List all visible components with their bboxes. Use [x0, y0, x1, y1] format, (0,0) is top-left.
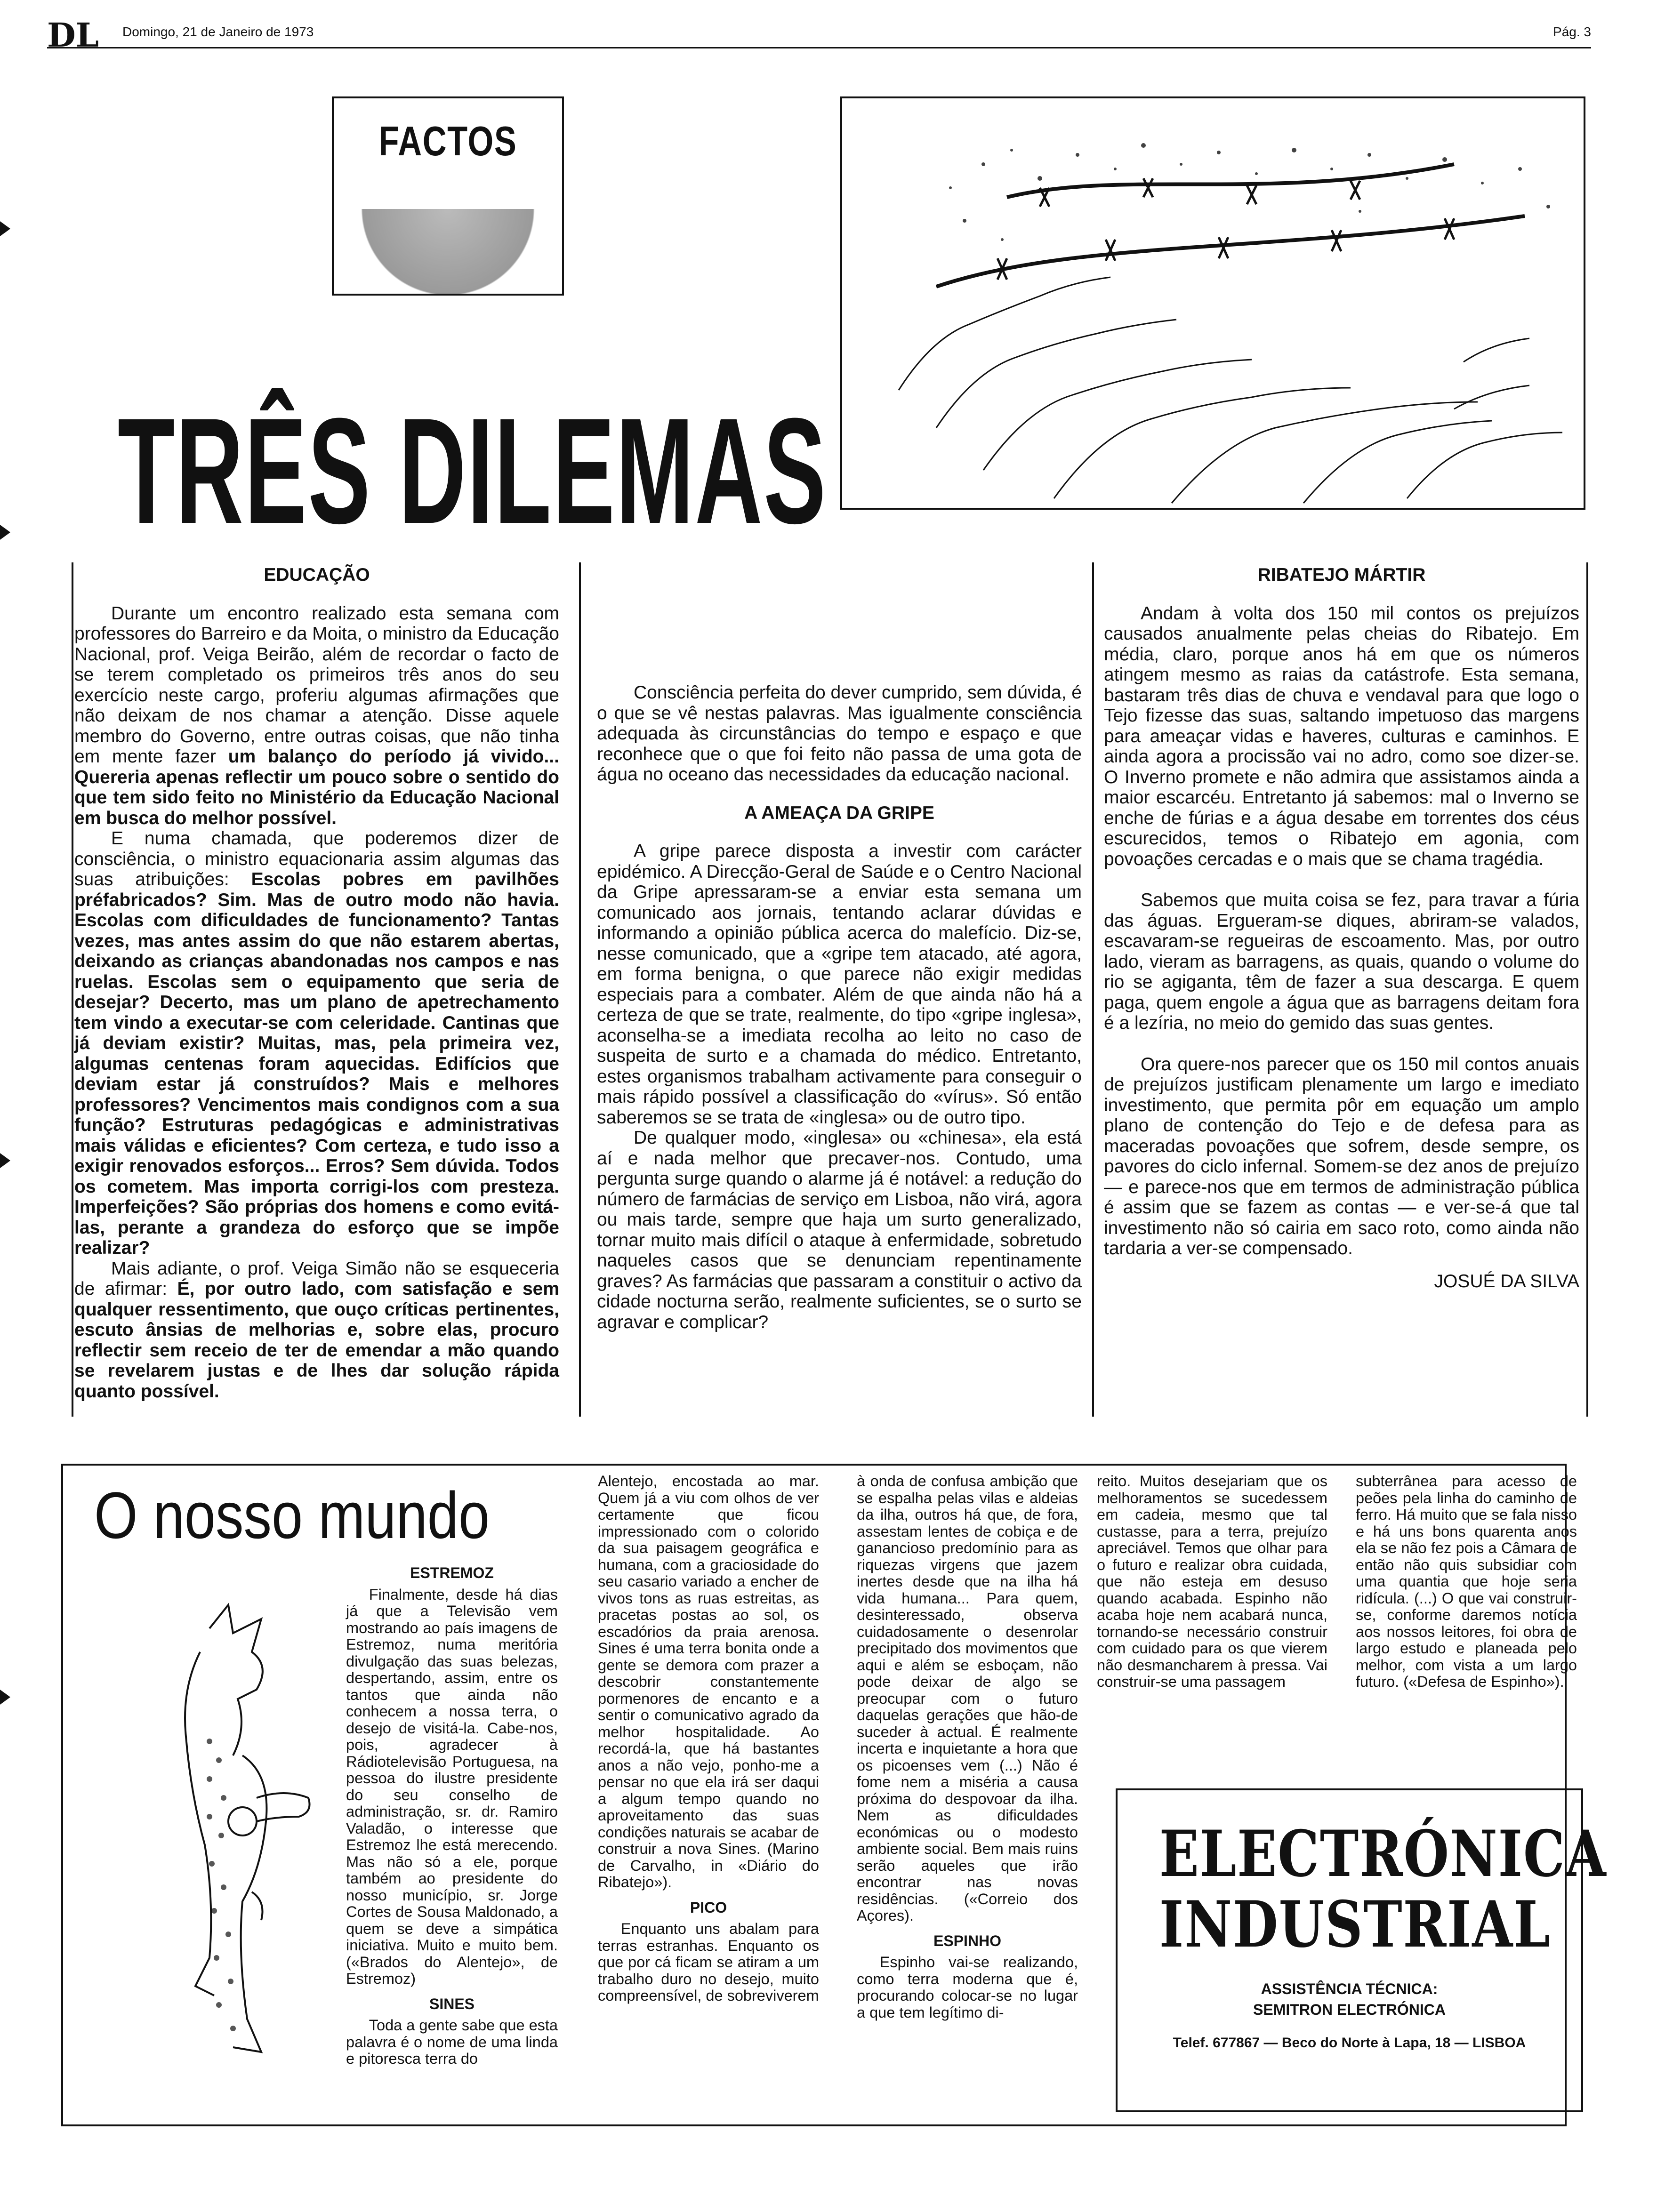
margin-arrow-icon: [0, 1690, 10, 1705]
barbed-wire-drawing: [842, 98, 1584, 508]
espinho-text-cont: reito. Muitos desejariam que os melhoramentos se sucedessem em cadeia, mesmo que tal custasse, para a terra, prejuízo apreciável. Temos que olhar para o futuro e realizar obra cuidada, que não esteja em desuso quando acabada. Espinho não acaba hoje nem acabará nunca, tornando-se necessário construir com cuidado para os que vierem não desmancharem à pressa. Vai construir-se uma passagem: [1097, 1473, 1327, 1690]
educacao-p1-text: Durante um encontro realizado esta semana com professores do Barreiro e da Moita, o ministro da Educação Nacional, prof. Veiga Beirão, além de recordar o facto de se terem completado os primeiros três anos do seu exercício neste cargo, proferiu algumas afirmações que não deixam de nos chamar a atenção. Disse aquele membro do Governo, entre outras coisas, que não tinha em mente fazer: [74, 603, 559, 767]
espinho-text-start: Espinho vai-se realizando, como terra moderna que é, procurando colocar-se no lugar a que tem legítimo di-: [857, 1954, 1078, 2021]
factos-emblem: [334, 209, 562, 294]
page-header: [47, 16, 1591, 55]
margin-arrow-icon: [0, 221, 10, 236]
gripe-paragraph-2: De qualquer modo, «inglesa» ou «chinesa», ela está aí e nada melhor que precaver-nos. Contudo, uma pergunta surge quando o alarme já é notável: a redução do número de farmácias de serviço em Lisboa, não virá, agora ou mais tarde, sempre que haja um surto generalizado, tornar muito mais difícil o ataque à enfermidade, sobretudo naqueles casos que se denunciam repentinamente graves? As farmácias que passaram a constituir o activo da cidade nocturna serão, realmente suficientes, se o surto se agravar e complicar?: [597, 1128, 1082, 1332]
ad-subtitle-2: SEMITRON ELECTRÓNICA: [1253, 2001, 1446, 2018]
barbed-wire-illustration: [840, 96, 1585, 510]
factos-label: FACTOS: [378, 118, 517, 164]
ad-title: [1159, 1816, 1607, 1962]
nosso-mundo-column-5: [1356, 1473, 1577, 1691]
educacao-p2-quote: Escolas pobres em pavilhões préfabricados? Sim. Mas de outro modo não havia. Escolas com dificuldades de funcionamento? Tantas vezes, mas antes assim do que não estarem abertas, deixando as crianças abandonadas nos campos e nas ruelas. Escolas sem o equipamento que seria de desejar? Decerto, mas um plano de apetrechamento tem vindo a executar-se com celeridade. Cantinas que já deviam existir? Muitas, mas, pela primeira vez, algumas centenas foram aquecidas. Edifícios que deviam estar já construídos? Mais e melhores professores? Vencimentos mais condignos com a sua função? Estruturas pedagógicas e administrativas mais válidas e eficientes? Com certeza, e tudo isso a exigir renovados esforços... Erros? Sem dúvida. Todos os cometem. Mas importa corrigi-los com presteza. Imperfeições? São próprias dos homens e como evitá-las, perante a grandeza do esforço que se impõe realizar?: [74, 869, 559, 1258]
educacao-paragraph-1: [74, 603, 559, 829]
educacao-paragraph-3: [74, 1258, 559, 1402]
nosso-mundo-column-1: [346, 1565, 558, 2068]
nosso-mundo-column-3: [857, 1473, 1078, 2021]
ad-title-line-2: INDUSTRIAL: [1159, 1887, 1551, 1962]
nosso-mundo-title: O nosso mundo: [94, 1478, 490, 1552]
margin-arrow-icon: [0, 1153, 10, 1168]
educacao-heading: EDUCAÇÃO: [264, 565, 370, 585]
educacao-paragraph-4: Consciência perfeita do dever cumprido, sem dúvida, é o que se vê nestas palavras. Mas igualmente consciência adequada às circunstâncias do tempo e espaço e que reconhece que o que foi feito não passa de uma gota de água no oceano das necessidades da educação nacional.: [597, 682, 1082, 785]
pico-text-start: Enquanto uns abalam para terras estranhas. Enquanto os que por cá ficam se atiram a um trabalho duro no desejo, muito compreensível, de sobreviverem: [598, 1920, 819, 2004]
column-rule: [72, 562, 73, 1417]
ribatejo-paragraph-2: Sabemos que muita coisa se fez, para travar a fúria das águas. Ergueram-se diques, abriram-se valados, escavaram-se regueiras de escoamento. Mas, por outro lado, vieram as barragens, as quais, quando o volume do rio se agiganta, têm de fazer a sua descarga. E quem paga, quem engole a água que as barragens deitam fora é a lezíria, no meio do gemido das suas gentes.: [1104, 890, 1579, 1033]
sines-heading: SINES: [429, 1995, 475, 2012]
educacao-p2-text: E numa chamada, que poderemos dizer de consciência, o ministro equacionaria assim algumas das suas atribuições:: [74, 828, 559, 890]
issue-date: Domingo, 21 de Janeiro de 1973: [122, 24, 314, 39]
estremoz-heading: ESTREMOZ: [410, 1564, 494, 1581]
espinho-heading: ESPINHO: [933, 1932, 1002, 1949]
pico-text-cont: à onda de confusa ambição que se espalha pelas vilas e aldeias da ilha, outros há que, de fora, assestam lentes de cobiça e de ganancioso predomínio para as riquezas virgens que jazem inertes desde que na ilha há vida humana... Para quem, desinteressado, observa cuidadosamente o desenrolar precipitado dos movimentos que aqui e além se esboçam, não pode deixar de algo se preocupar com o futuro daquelas gerações que hão-de suceder à actual. É realmente incerta e inquietante a hora que os picoenses vem (...) Não é fome nem a miséria a causa próxima do despovoar da ilha. Nem as dificuldades económicas ou o modesto ambiente social. Bem mais ruins serão aqueles que irão encontrar nas novas residências. («Correio dos Açores).: [857, 1473, 1078, 1924]
column-rule: [1586, 562, 1588, 1417]
column-rule: [1092, 562, 1094, 1417]
ribatejo-heading: RIBATEJO MÁRTIR: [1257, 565, 1426, 585]
ribatejo-signature: JOSUÉ DA SILVA: [1434, 1271, 1579, 1291]
pico-heading: PICO: [690, 1899, 727, 1916]
ad-subtitle-1: ASSISTÊNCIA TÉCNICA:: [1261, 1980, 1438, 1997]
gripe-paragraph-1: A gripe parece disposta a investir com carácter epidémico. A Direcção-Geral de Saúde e o Centro Nacional da Gripe apressaram-se a enviar esta semana um comunicado aos jornais, tentando aclarar dúvidas e informando a opinião pública acerca do malefício. Diz-se, nesse comunicado, que a «gripe tem atacado, até agora, em forma benigna, o que parece não exigir medidas especiais para a combater. Além de que ainda não há a certeza de que se trate, realmente, do tipo «gripe inglesa», aconselha-se a imediata recolha ao leito no caso de suspeita de surto e a chamada do médico. Entretanto, estes organismos trabalham activamente para conseguir o mais rápido possível a classificação do «vírus». Só então saberemos se se trata de «inglesa» ou de outro tipo.: [597, 841, 1082, 1128]
advertisement-electronica: [1116, 1788, 1607, 2112]
nosso-mundo-column-4: [1097, 1473, 1327, 1691]
ribatejo-paragraph-1: Andam à volta dos 150 mil contos os prejuízos causados anualmente pelas cheias do Ribatejo. Em média, claro, porque anos há em que os números atingem mesmo as raias da catástrofe. Esta semana, bastaram três dias de chuva e vendaval para que logo o Tejo fizesse das suas, saltando impetuoso das margens para ameaçar vidas e haveres, culturas e caminhos. E ainda agora a procissão vai no adro, como soe dizer-se. O Inverno promete e não admira que assistamos ainda a maior escarcéu. Entretanto já sabemos: mal o Inverno se enche de fúrias e a água desabe em torrentes dos céus escurecidos, temos o Ribatejo em agonia, com povoações cercadas e o mais que se chama tragédia.: [1104, 603, 1579, 869]
column-rule: [579, 562, 581, 1417]
espinho-text-end: subterrânea para acesso de peões pela linha do caminho de ferro. Há muito que se fala nisso e há uns bons quarenta anos ela se não fez pois a Câmara de então não quis subsidiar com uma quantia que hoje seria ridícula. (...) O que vai construir-se, conforme daremos notícia aos nossos leitores, foi obra de largo estudo e planeada pelo melhor, com vista a um largo futuro. («Defesa de Espinho»).: [1356, 1473, 1577, 1690]
gripe-heading: A AMEAÇA DA GRIPE: [744, 802, 934, 823]
article-ribatejo: [1104, 565, 1579, 1291]
article-educacao: [74, 565, 559, 1402]
estremoz-text: Finalmente, desde há dias já que a Televisão vem mostrando ao país imagens de Estremoz, numa meritória divulgação das suas belezas, despertando, assim, entre os tantos que ainda não conhecem a nossa terra, o desejo de visitá-la. Cabe-nos, pois, agradecer à Rádiotelevisão Portuguesa, na pessoa do ilustre presidente do seu conselho de administração, sr. dr. Ramiro Valadão, o interesse que Estremoz lhe está merecendo. Mas não só a ele, porque também ao presidente do nosso município, sr. Jorge Cortes de Sousa Maldonado, a quem se deve a simpática iniciativa. Muito e muito bem. («Brados do Alentejo», de Estremoz): [346, 1586, 558, 1987]
sines-text-cont: Alentejo, encostada ao mar. Quem já a viu com olhos de ver certamente que ficou impressionado com o colorido da sua paisagem geográfica e humana, com a graciosidade do seu casario variado a encher de vivos tons as ruas estreitas, as pracetas postas ao sol, os escadórios da praia arenosa. Sines é uma terra bonita onde a gente se demora com prazer a descobrir constantemente pormenores de encanto e a sentir o comunicativo agrado da melhor hospitalidade. Ao recordá-la, que há bastantes anos a não vejo, ponho-me a pensar no que ela irá ser daqui a algum tempo quando no aproveitamento das suas condições naturais se acabar de construir a nova Sines. (Marino de Carvalho, in «Diário do Ribatejo»).: [598, 1473, 819, 1891]
nosso-mundo-column-2: [598, 1473, 819, 2004]
factos-section-box: [332, 96, 564, 296]
article-gripe-column: [597, 565, 1082, 1332]
educacao-p3-text: Mais adiante, o prof. Veiga Simão não se esqueceria de afirmar:: [74, 1258, 559, 1299]
ad-title-line-1: ELECTRÓNICA: [1159, 1816, 1607, 1891]
main-headline: TRÊS DILEMAS: [118, 386, 827, 555]
ad-contact: Telef. 677867 — Beco do Norte à Lapa, 18 — LISBOA: [1173, 2035, 1526, 2051]
sines-text-start: Toda a gente sabe que esta palavra é o nome de uma linda e pitoresca terra do: [346, 2017, 558, 2067]
ad-subtitle: [1118, 1979, 1581, 2020]
educacao-p3-quote: É, por outro lado, com satisfação e sem qualquer ressentimento, que ouço críticas pertinentes, escuto ânsias de melhorias e, sobre elas, procuro reflectir sem receio de ter de emendar a mão quando se revelarem justas e de lhes dar solução rápida quanto possível.: [74, 1279, 559, 1402]
ribatejo-paragraph-3: Ora quere-nos parecer que os 150 mil contos anuais de prejuízos justificam plenamente um largo e imediato investimento, que permita pôr em equação um amplo plano de contenção do Tejo e de defesa para as maceradas povoações que sofrem, desde sempre, os pavores do ciclo infernal. Somem-se dez anos de prejuízo — e parece-nos que em termos de administração pública é assim que se fazem as contas — e ver-se-á que tal investimento não só cairia em saco roto, como ainda não tardaria a ver-se compensado.: [1104, 1054, 1579, 1258]
margin-arrow-icon: [0, 525, 10, 540]
educacao-p1-quote: um balanço do período já vivido... Quereria apenas reflectir um pouco sobre o sentido do que tem sido feito no Ministério da Educação Nacional em busca do melhor possível.: [74, 746, 559, 828]
creature-illustration: [134, 1600, 332, 2090]
educacao-paragraph-2: [74, 828, 559, 1258]
page-number: Pág. 3: [1553, 24, 1591, 39]
newspaper-logo: DL: [47, 16, 99, 55]
